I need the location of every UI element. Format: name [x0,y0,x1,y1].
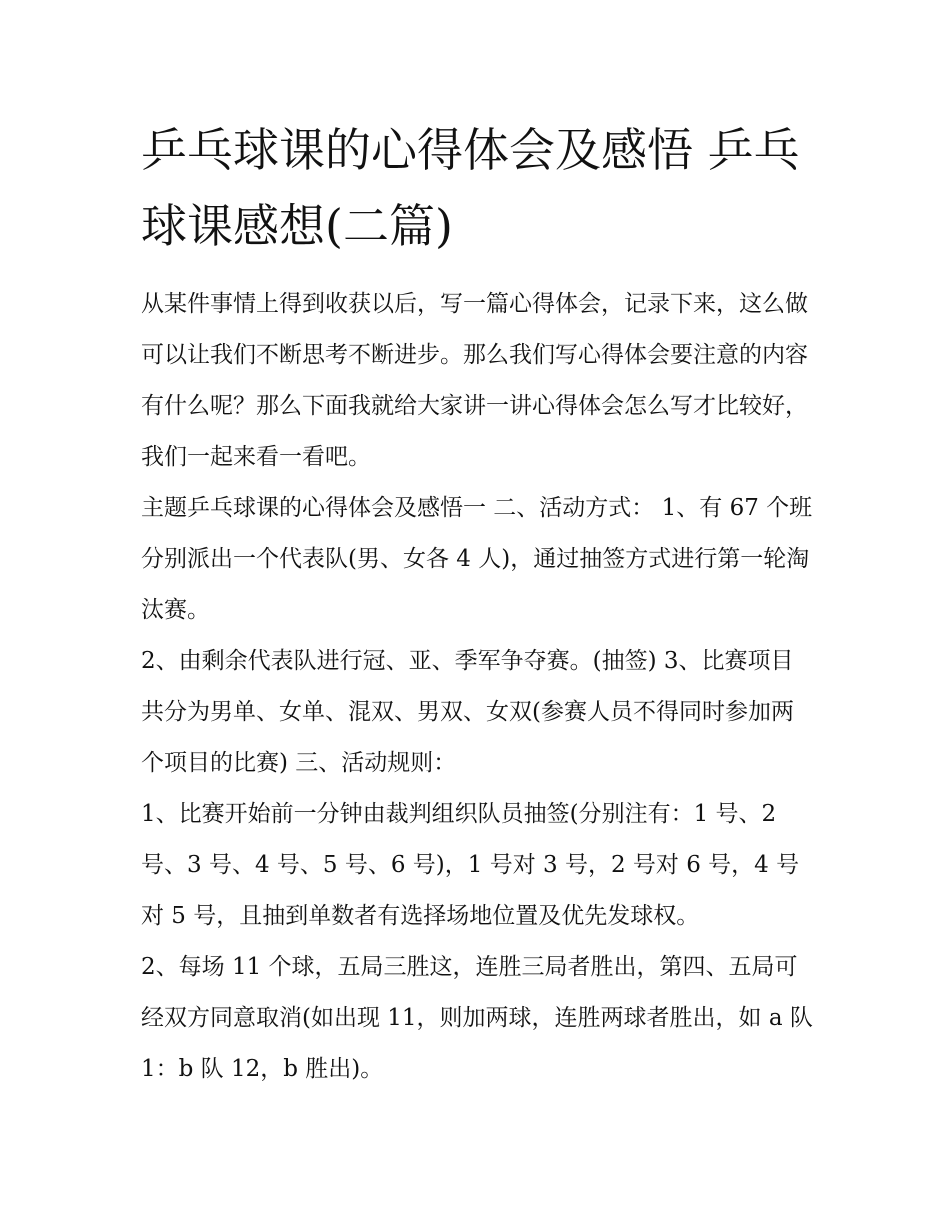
paragraph-finals-and-events: 2、由剩余代表队进行冠、亚、季军争夺赛。(抽签) 3、比赛项目共分为男单、女单、混双、男双、女双(参赛人员不得同时参加两个项目的比赛) 三、活动规则： [141,648,794,776]
paragraph-rule-draw: 1、比赛开始前一分钟由裁判组织队员抽签(分别注有：1 号、2 号、3 号、4 号、5 号、6 号)，1 号对 3 号，2 号对 6 号，4 号对 5 号，且抽到单数者有选择场地位置及优先发球权。 [141,801,800,929]
paragraph-activity-format: 主题乒乓球课的心得体会及感悟一 二、活动方式： 1、有 67 个班分别派出一个代表队(男、女各 4 人)，通过抽签方式进行第一轮淘汰赛。 [141,495,813,623]
document-body [141,112,813,1095]
paragraph-rule-scoring: 2、每场 11 个球，五局三胜这，连胜三局者胜出，第四、五局可经双方同意取消(如出现 11，则加两球，连胜两球者胜出，如 a 队 1：b 队 12，b 胜出)。 [141,954,813,1082]
document-title: 乒乓球课的心得体会及感悟 乒乓球课感想(二篇) [141,123,800,253]
paragraph-intro: 从某件事情上得到收获以后，写一篇心得体会，记录下来，这么做可以让我们不断思考不断进步。那么我们写心得体会要注意的内容有什么呢？那么下面我就给大家讲一讲心得体会怎么写才比较好，我们一起来看一看吧。 [141,291,808,470]
